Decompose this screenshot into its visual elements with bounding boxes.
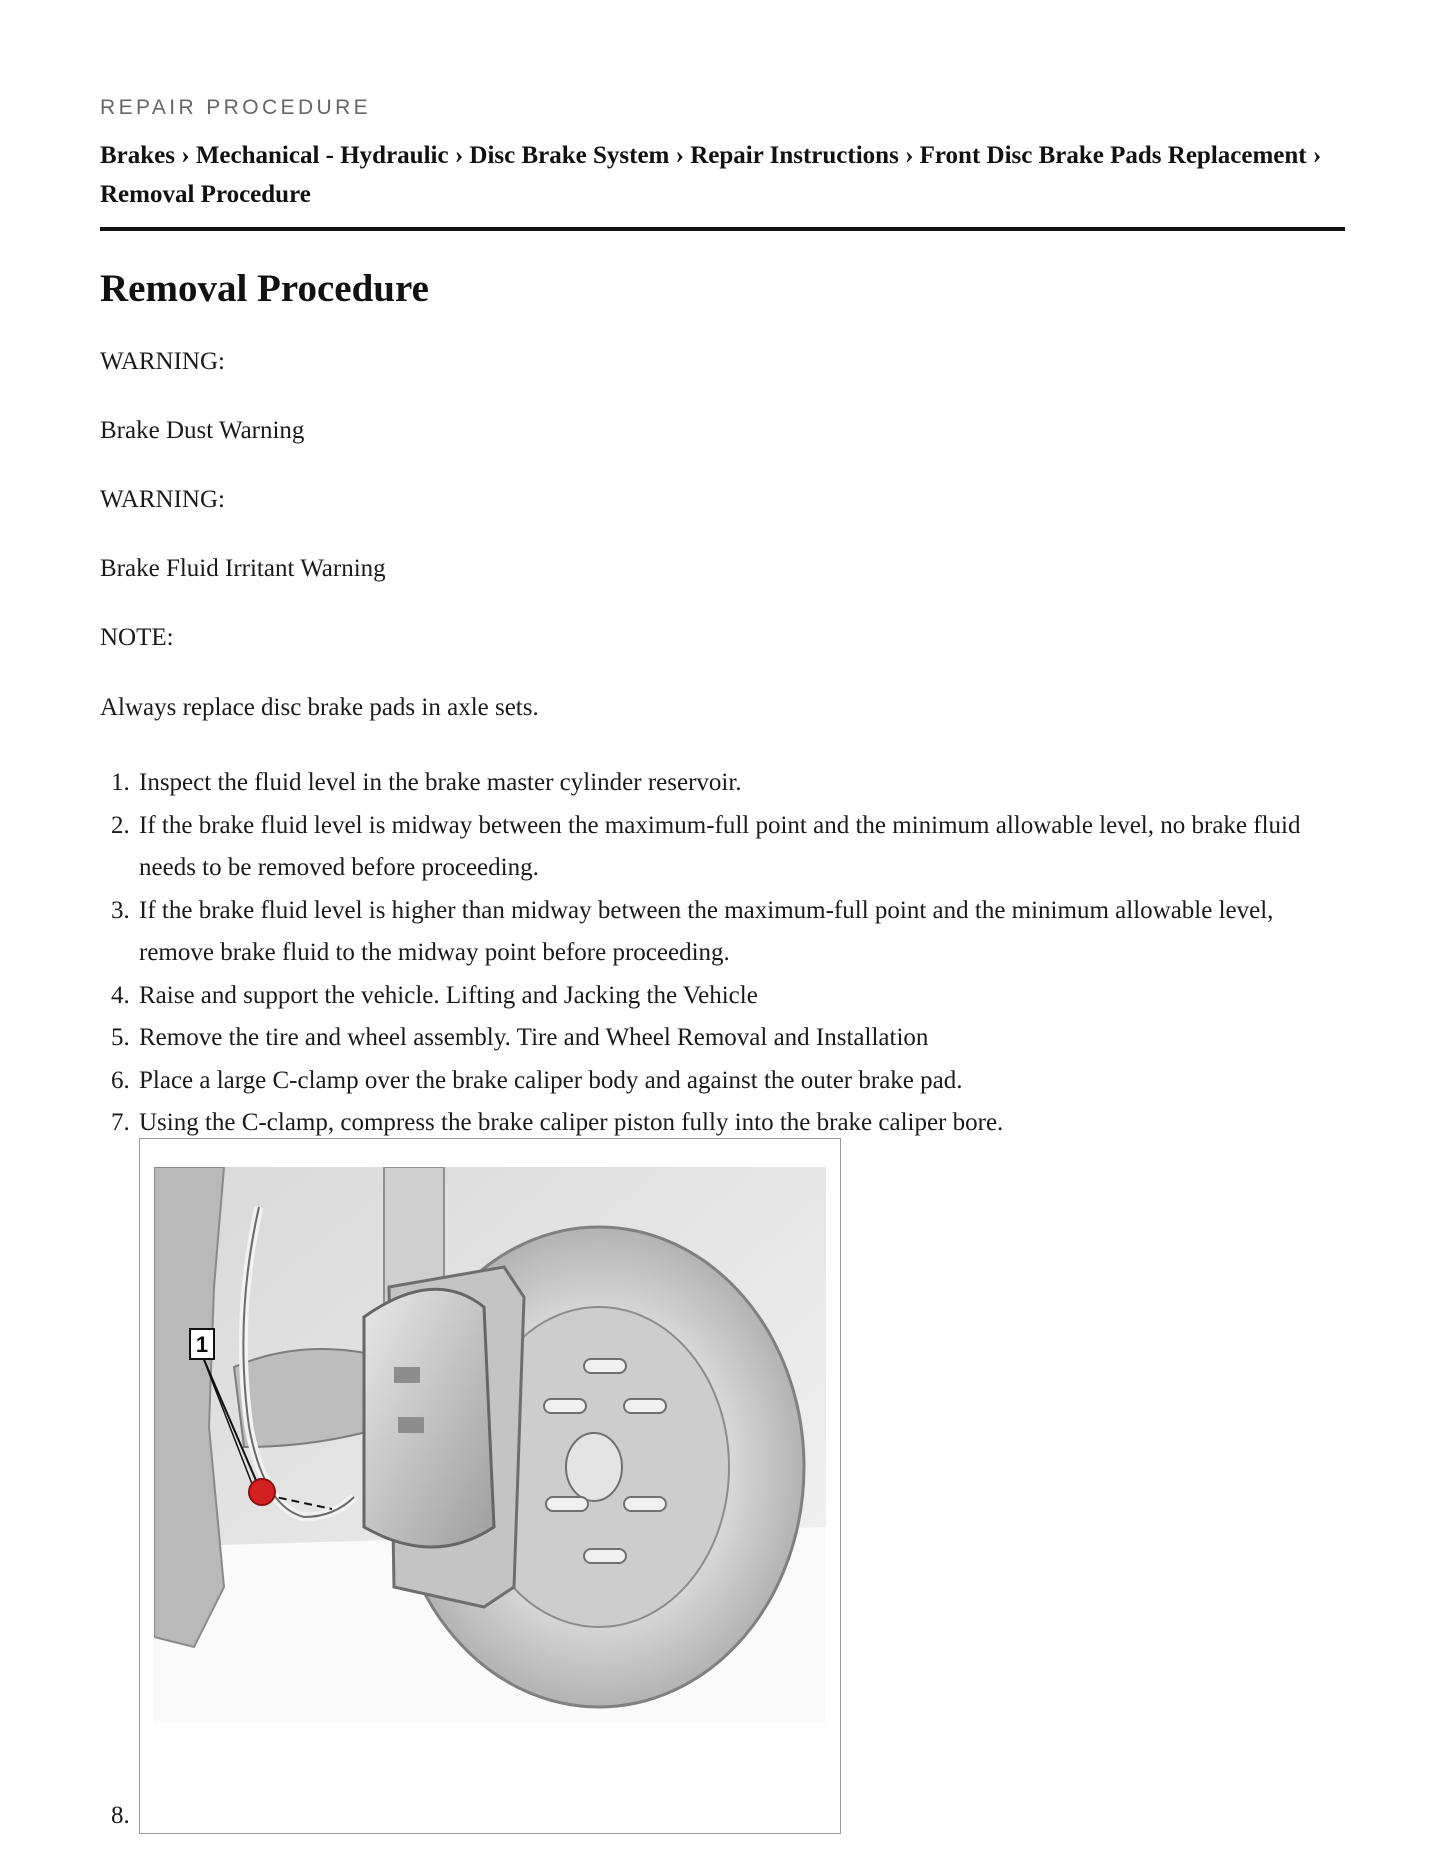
step-number: 6. <box>111 1066 130 1094</box>
highlighted-component-shape <box>249 1479 275 1505</box>
page-title: Removal Procedure <box>100 267 429 310</box>
step-text: If the brake fluid level is higher than midway between the maximum-full point and the minimum allowable level, remove brake fluid to the midway point before proceeding. <box>139 896 1274 966</box>
section-label: REPAIR PROCEDURE <box>100 96 372 119</box>
breadcrumb-disc-brake-system[interactable]: Disc Brake System <box>469 142 670 169</box>
list-item <box>100 890 1345 975</box>
step-text: Inspect the fluid level in the brake master cylinder reservoir. <box>139 769 742 796</box>
warning-brake-fluid-irritant: Brake Fluid Irritant Warning <box>100 555 386 582</box>
list-item <box>100 1060 1345 1103</box>
breadcrumb <box>100 136 1345 214</box>
step-number: 7. <box>111 1109 130 1136</box>
step-number: 2. <box>111 811 130 839</box>
caliper-slot-shape <box>394 1367 420 1383</box>
step-text: If the brake fluid level is midway between the maximum-full point and the minimum allowable level, no brake fluid needs to be removed before proceeding. <box>139 811 1301 881</box>
list-item <box>100 762 1345 805</box>
breadcrumb-separator: › <box>454 142 470 169</box>
step-number: 3. <box>111 896 130 924</box>
list-item <box>100 805 1345 890</box>
breadcrumb-mechanical-hydraulic[interactable]: Mechanical - Hydraulic <box>195 142 449 169</box>
breadcrumb-repair-instructions[interactable]: Repair Instructions <box>690 142 899 169</box>
list-item <box>100 1017 1345 1060</box>
brake-assembly-figure <box>139 1138 841 1834</box>
step-number: 1. <box>111 769 130 796</box>
caliper-body-shape <box>364 1289 494 1547</box>
list-item <box>100 975 1345 1018</box>
note-label: NOTE: <box>100 624 174 651</box>
breadcrumb-separator: › <box>675 142 691 169</box>
breadcrumb-brakes[interactable]: Brakes <box>100 142 175 169</box>
breadcrumb-separator: › <box>905 142 920 169</box>
breadcrumb-current: Removal Procedure <box>100 181 311 208</box>
breadcrumb-separator: › <box>1312 142 1322 169</box>
caliper-slot-shape <box>398 1417 424 1433</box>
step-text: Remove the tire and wheel assembly. Tire and Wheel Removal and Installation <box>139 1024 929 1051</box>
step-text: Raise and support the vehicle. Lifting and Jacking the Vehicle <box>139 981 758 1009</box>
hub-center-shape <box>566 1433 622 1501</box>
step-text: Place a large C-clamp over the brake caliper body and against the outer brake pad. <box>139 1066 963 1094</box>
procedure-steps <box>100 762 1345 1145</box>
step-number: 5. <box>111 1024 130 1051</box>
warning-label: WARNING: <box>100 486 225 513</box>
step-text: Using the C-clamp, compress the brake caliper piston fully into the brake caliper bore. <box>139 1109 1004 1136</box>
breadcrumb-front-disc-brake-pads-replacement[interactable]: Front Disc Brake Pads Replacement <box>919 142 1307 169</box>
header-divider <box>100 227 1345 231</box>
callout-number: 1 <box>195 1332 209 1357</box>
step-number: 8. <box>111 1802 130 1829</box>
step-number: 4. <box>111 981 130 1009</box>
brake-caliper-illustration <box>154 1167 826 1723</box>
note-text: Always replace disc brake pads in axle sets. <box>100 694 539 721</box>
warning-label: WARNING: <box>100 348 225 375</box>
breadcrumb-separator: › <box>181 142 196 169</box>
warning-brake-dust: Brake Dust Warning <box>100 417 305 444</box>
